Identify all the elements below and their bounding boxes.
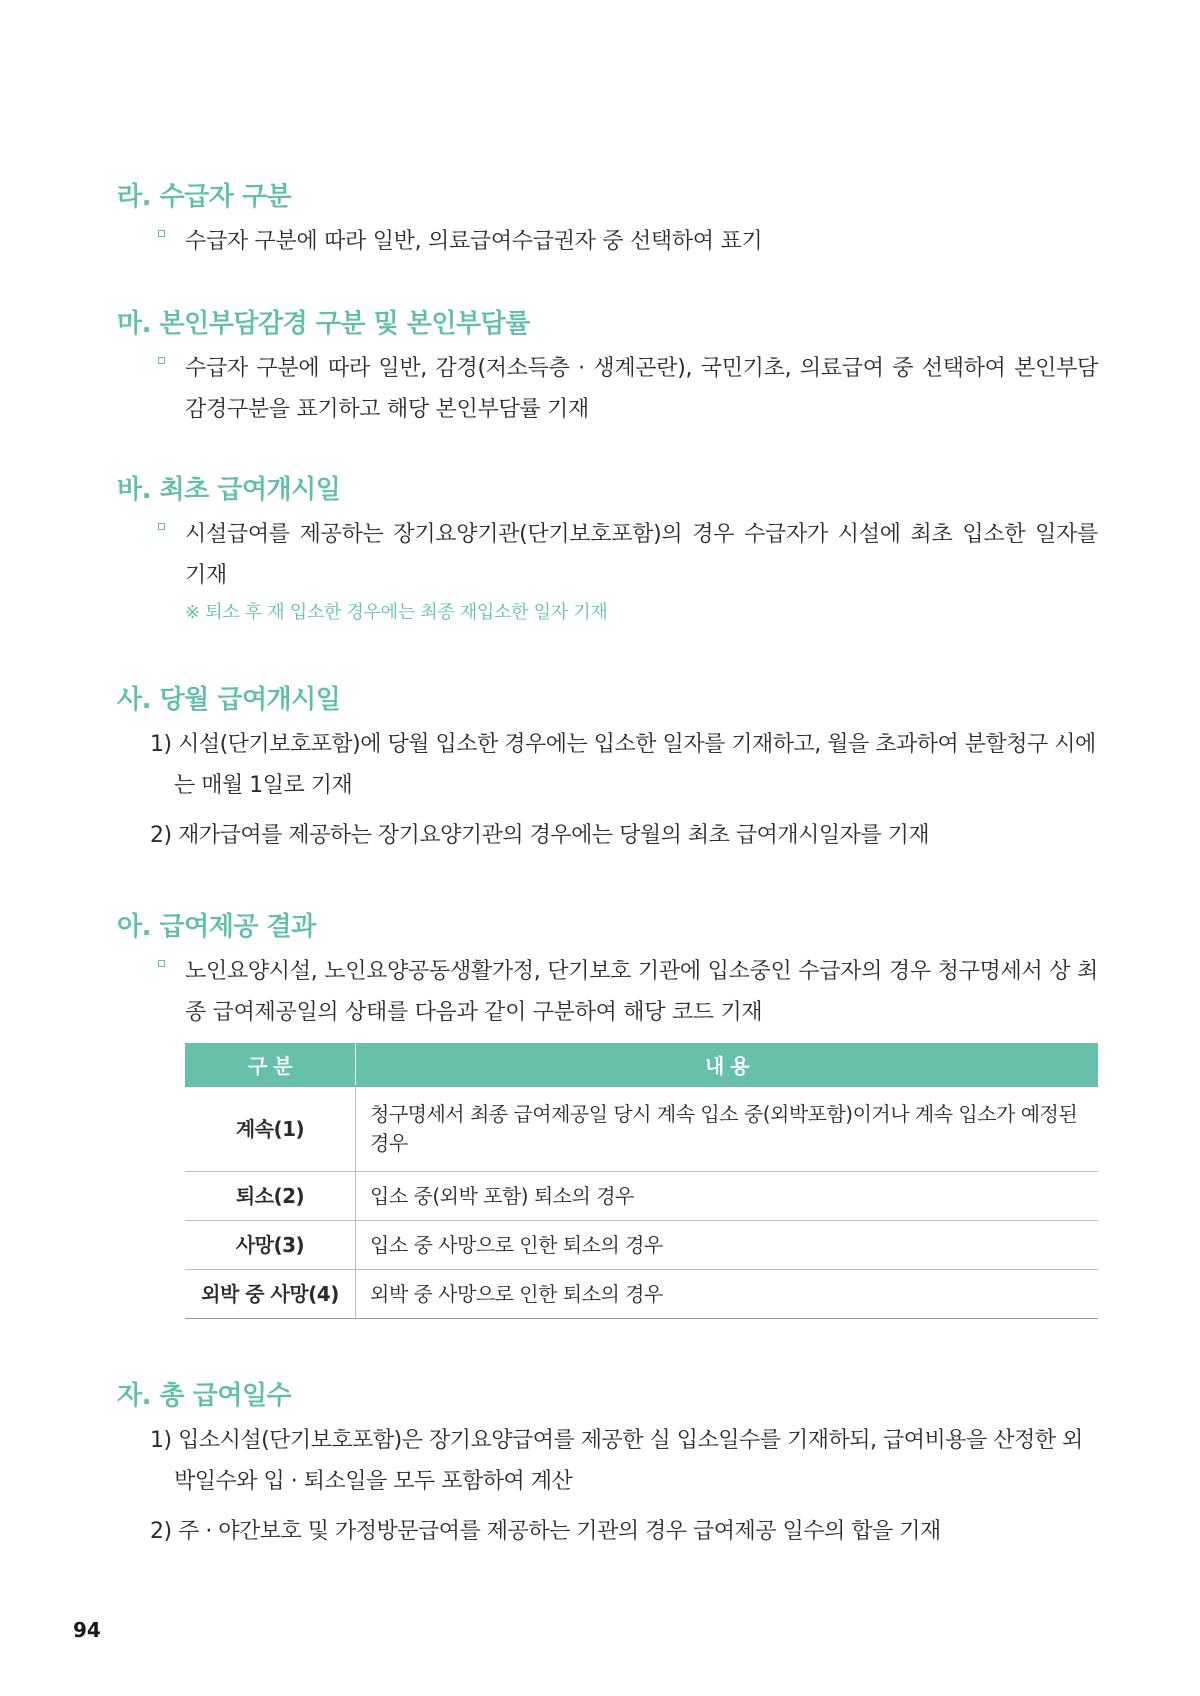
page-number: 94: [73, 1618, 101, 1642]
table-row: [185, 1221, 1098, 1270]
bullet-item: [158, 514, 1098, 624]
bullet-text: 수급자 구분에 따라 일반, 의료급여수급권자 중 선택하여 표기: [185, 229, 763, 254]
bullet-text: 노인요양시설, 노인요양공동생활가정, 단기보호 기관에 입소중인 수급자의 경우 청구명세서 상 최종 급여제공일의 상태를 다음과 같이 구분하여 해당 코드 기재: [185, 959, 1098, 1025]
square-bullet-icon: [158, 230, 165, 237]
list-item: 2) 주 · 야간보호 및 가정방문급여를 제공하는 기관의 경우 급여제공 일수의 합을 기재: [150, 1519, 941, 1544]
list-item: 1) 시설(단기보호포함)에 당월 입소한 경우에는 입소한 일자를 기재하고, 월을 초과하여 분할청구 시에는 매월 1일로 기재: [150, 732, 1096, 798]
code-cell: 외박 중 사망(4): [185, 1270, 356, 1319]
section-heading-a: 아. 급여제공 결과: [117, 912, 316, 942]
content-cell: 청구명세서 최종 급여제공일 당시 계속 입소 중(외박포함)이거나 계속 입소가 예정된 경우: [356, 1086, 1099, 1172]
code-cell: 퇴소(2): [185, 1172, 356, 1221]
square-bullet-icon: [158, 357, 165, 364]
square-bullet-icon: [158, 960, 165, 967]
content-cell: 외박 중 사망으로 인한 퇴소의 경우: [356, 1270, 1099, 1319]
section-heading-ra: 라. 수급자 구분: [117, 182, 292, 212]
list-item: 2) 재가급여를 제공하는 장기요양기관의 경우에는 당월의 최초 급여개시일자를 기재: [150, 823, 930, 848]
bullet-text: 수급자 구분에 따라 일반, 감경(저소득층 · 생계곤란), 국민기초, 의료급여 중 선택하여 본인부담 감경구분을 표기하고 해당 본인부담률 기재: [185, 356, 1098, 422]
bullet-item: [158, 348, 1098, 430]
numbered-list: [150, 1420, 1100, 1561]
numbered-list: [150, 724, 1100, 865]
bullet-item: [158, 221, 1098, 262]
bullet-item: [158, 951, 1098, 1033]
content-cell: 입소 중 사망으로 인한 퇴소의 경우: [356, 1221, 1099, 1270]
section-heading-ja: 자. 총 급여일수: [117, 1381, 292, 1411]
content-cell: 입소 중(외박 포함) 퇴소의 경우: [356, 1172, 1099, 1221]
code-cell: 사망(3): [185, 1221, 356, 1270]
section-heading-ba: 바. 최초 급여개시일: [117, 475, 341, 505]
list-item: 1) 입소시설(단기보호포함)은 장기요양급여를 제공한 실 입소일수를 기재하되, 급여비용을 산정한 외박일수와 입 · 퇴소일을 모두 포함하여 계산: [150, 1428, 1083, 1494]
table-row: [185, 1172, 1098, 1221]
square-bullet-icon: [158, 523, 165, 530]
code-cell: 계속(1): [185, 1086, 356, 1172]
note-text: ※ 퇴소 후 재 입소한 경우에는 최종 재입소한 일자 기재: [185, 602, 608, 623]
bullet-text: 시설급여를 제공하는 장기요양기관(단기보호포함)의 경우 수급자가 시설에 최초 입소한 일자를 기재: [185, 522, 1098, 588]
table-header-content: 내 용: [356, 1043, 1099, 1086]
result-code-table: [185, 1043, 1098, 1319]
section-heading-sa: 사. 당월 급여개시일: [117, 685, 341, 715]
table-row: [185, 1270, 1098, 1319]
table-header-category: 구 분: [185, 1043, 356, 1086]
table-row: [185, 1086, 1098, 1172]
section-heading-ma: 마. 본인부담감경 구분 및 본인부담률: [117, 309, 530, 339]
